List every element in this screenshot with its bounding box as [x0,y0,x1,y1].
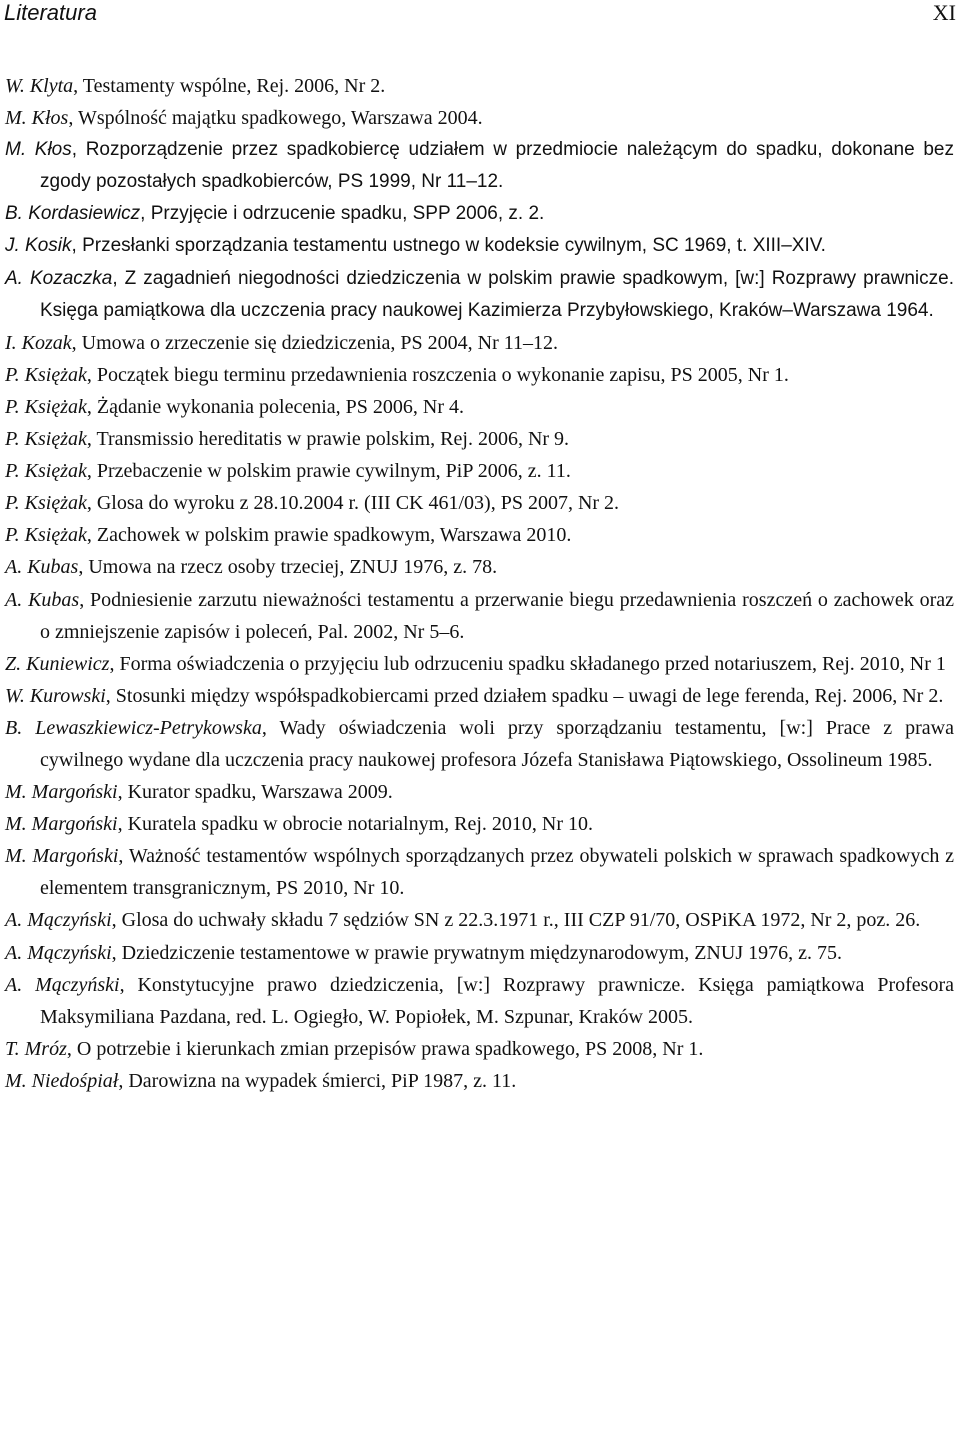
entry-author: P. Księżak [5,363,87,386]
entry-author: B. Kordasiewicz [5,203,141,225]
entry-title: , Darowizna na wypadek śmierci, PiP 1987, z. 11. [118,1069,517,1092]
entry-title: , Przyjęcie i odrzucenie spadku, SPP 2006, z. 2. [140,203,545,225]
entry-title: , Transmissio hereditatis w prawie polskim, Rej. 2006, Nr 9. [86,428,570,451]
page-number: XI [932,0,956,25]
entry-title: , Testamenty wspólne, Rej. 2006, Nr 2. [73,75,386,97]
entry-author: M. Niedośpiał [5,1069,119,1092]
bibliography-entry [5,776,954,808]
entry-title: , Podniesienie zarzutu nieważności testamentu a przerwanie biegu przedawnienia roszczeń o zachowek oraz o zmniejszenie zapisów i poleceń, Pal. 2002, Nr 5–6. [40,588,954,643]
entry-author: P. Księżak [5,524,87,547]
bibliography-entry [5,519,954,551]
entry-title: , Glosa do wyroku z 28.10.2004 r. (III CK 461/03), PS 2007, Nr 2. [86,492,620,515]
entry-title: , Wady oświadczenia woli przy sporządzaniu testamentu, [w:] Prace z prawa cywilnego wydane dla uczczenia pracy naukowej profesora Józefa Stanisława Piątowskiego, Ossolineum 1985. [40,716,954,771]
entry-title: , Przebaczenie w polskim prawie cywilnym, PiP 2006, z. 11. [86,460,571,483]
entry-title: , Umowa o zrzeczenie się dziedziczenia, PS 2004, Nr 11–12. [71,331,558,354]
entry-author: P. Księżak [5,428,87,451]
bibliography-entry [5,648,954,680]
entry-author: I. Kozak [5,331,72,354]
entry-title: , Przesłanki sporządzania testamentu ustnego w kodeksie cywilnym, SC 1969, t. XIII–XIV. [71,235,826,257]
entry-author: M. Kłos [5,139,72,161]
bibliography-entry [5,134,954,198]
bibliography-entry [5,359,954,391]
entry-title: , Stosunki między współspadkobiercami przed działem spadku – uwagi de lege ferenda, Rej. 2006, Nr 2. [105,684,944,707]
entry-author: M. Kłos [5,107,69,130]
entry-author: P. Księżak [5,395,87,418]
entry-author: M. Margoński [5,781,118,804]
bibliography-entry [5,969,954,1033]
entry-author: A. Mączyński [5,941,112,964]
bibliography-entry [5,455,954,487]
entry-title: , Zachowek w polskim prawie spadkowym, Warszawa 2010. [86,524,572,547]
entry-author: P. Księżak [5,460,87,483]
bibliography-entry [5,840,954,904]
bibliography-entry [5,198,954,230]
bibliography-entry [5,487,954,519]
entry-author: P. Księżak [5,492,87,515]
entry-title: , Konstytucyjne prawo dziedziczenia, [w:] Rozprawy prawnicze. Księga pamiątkowa Profesora Maksymiliana Pazdana, red. L. Ogiegło, W. Popiołek, M. Szpunar, Kraków 2005. [40,973,954,1028]
entry-title: , Kurator spadku, Warszawa 2009. [117,781,393,804]
bibliography-entry [5,551,954,583]
entry-title: , Rozporządzenie przez spadkobiercę udziałem w przedmiocie należącym do spadku, dokonane bez zgody pozostałych spadkobierców, PS 1999, Nr 11–12. [40,139,954,193]
entry-author: Z. Kuniewicz [5,652,110,675]
entry-title: , O potrzebie i kierunkach zmian przepisów prawa spadkowego, PS 2008, Nr 1. [66,1037,704,1060]
entry-title: , Forma oświadczenia o przyjęciu lub odrzuceniu spadku składanego przed notariuszem, Rej. 2010, Nr 1 [109,652,946,675]
entry-author: W. Kurowski [5,684,106,707]
entry-title: , Dziedziczenie testamentowe w prawie prywatnym międzynarodowym, ZNUJ 1976, z. 75. [111,941,842,964]
bibliography-entry [5,680,954,712]
bibliography-entry [5,263,954,327]
running-title: Literatura [4,0,97,25]
entry-title: , Ważność testamentów wspólnych sporządzanych przez obywateli polskich w sprawach spadkowych z elementem transgranicznym, PS 2010, Nr 10. [40,845,955,900]
entry-author: B. Lewaszkiewicz-Petrykowska [5,716,262,739]
entry-title: , Glosa do uchwały składu 7 sędziów SN z 22.3.1971 r., III CZP 91/70, OSPiKA 1972, Nr 2, poz. 26. [111,909,921,932]
entry-author: A. Mączyński [5,973,120,996]
running-header [4,0,956,32]
entry-author: J. Kosik [5,235,72,257]
entry-author: M. Margoński [5,813,118,836]
entry-title: , Z zagadnień niegodności dziedziczenia w polskim prawie spadkowym, [w:] Rozprawy prawnicze. Księga pamiątkowa dla uczczenia pracy naukowej Kazimierza Przybyłowskiego, Kraków–Warszawa 1964. [40,267,955,321]
entry-title: , Wspólność majątku spadkowego, Warszawa 2004. [68,107,483,130]
entry-title: , Żądanie wykonania polecenia, PS 2006, Nr 4. [86,395,464,418]
bibliography-entry [5,70,954,102]
bibliography-entry [5,1065,954,1097]
bibliography-entry [5,584,954,648]
entry-author: A. Kozaczka [5,267,113,289]
bibliography-entry [5,937,954,969]
bibliography-entry [5,808,954,840]
bibliography-entry [5,102,954,134]
bibliography-entry [5,904,954,936]
entry-author: M. Margoński [5,845,119,868]
bibliography-entry [5,230,954,262]
bibliography-entry [5,712,954,776]
entry-title: , Kuratela spadku w obrocie notarialnym, Rej. 2010, Nr 10. [117,813,594,836]
entry-author: A. Kubas [5,588,80,611]
bibliography-entry [5,327,954,359]
bibliography-entry [5,1033,954,1065]
entry-author: A. Mączyński [5,909,112,932]
bibliography-entry [5,391,954,423]
bibliography-entry [5,423,954,455]
bibliography-list [5,70,954,1097]
entry-author: W. Klyta [5,75,74,97]
entry-title: , Początek biegu terminu przedawnienia roszczenia o wykonanie zapisu, PS 2005, Nr 1. [86,363,789,386]
entry-author: T. Mróz [5,1037,67,1060]
entry-title: , Umowa na rzecz osoby trzeciej, ZNUJ 1976, z. 78. [78,556,498,579]
entry-author: A. Kubas [5,556,79,579]
